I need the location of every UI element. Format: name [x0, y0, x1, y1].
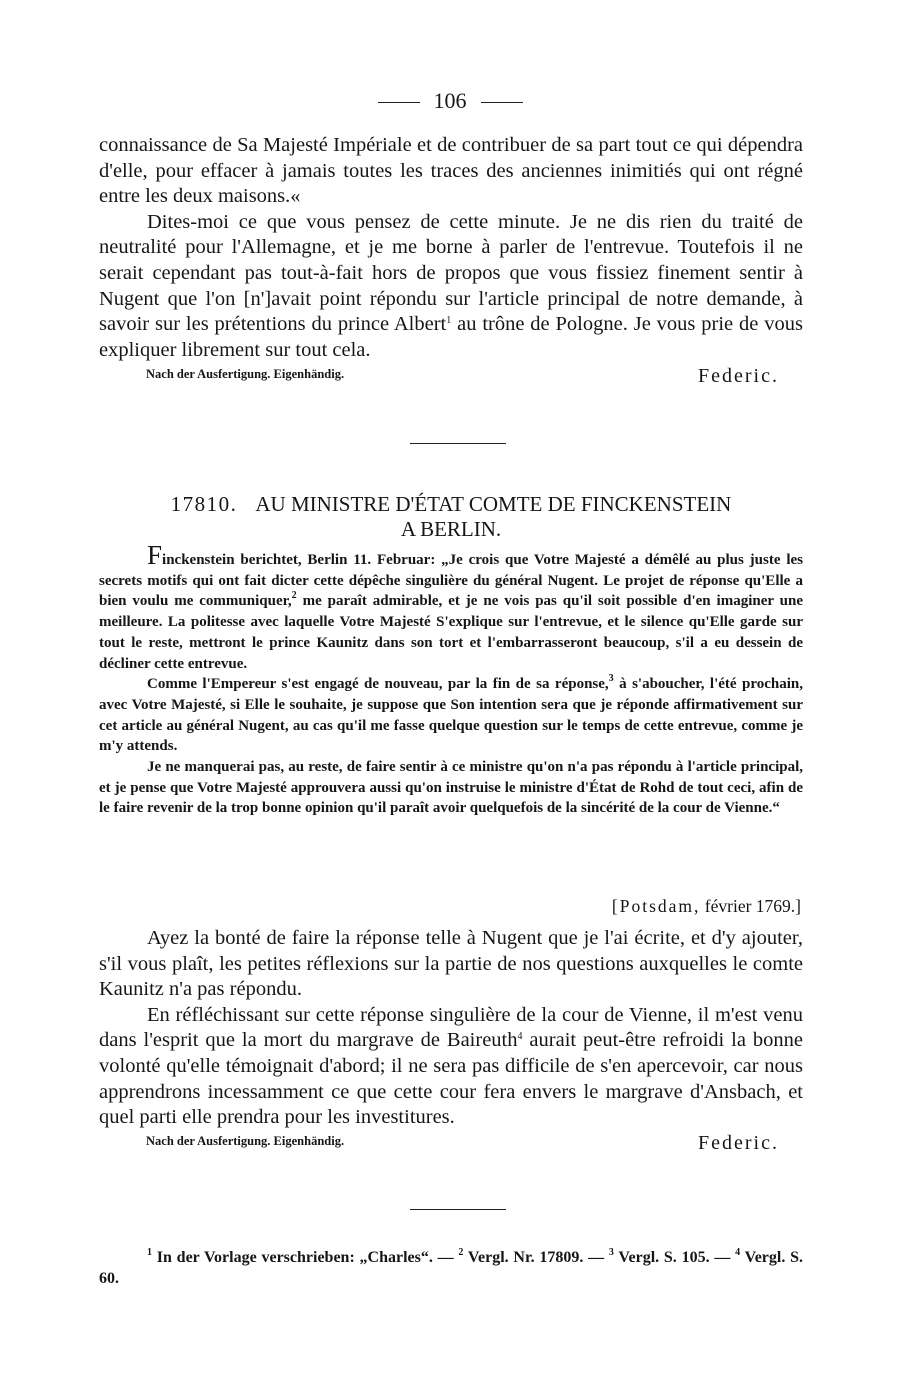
footnote-number: 3: [608, 1247, 614, 1258]
dateline-place: [Potsdam,: [611, 896, 701, 916]
continuation-text: [99, 133, 803, 389]
footnote-number: 2: [458, 1247, 464, 1258]
drop-cap: F: [147, 540, 163, 570]
page-number: 106: [433, 88, 467, 113]
paragraph: connaissance de Sa Majesté Impériale et de contribuer de sa part tout ce qui dépendra d'elle, pour effacer à jamais toutes les traces des anciennes inimitiés qui ont régné entre les deux maisons.«: [99, 134, 803, 208]
paragraph: Finckenstein berichtet, Berlin 11. Februar: „Je crois que Votre Majesté a démêlé au plus juste les secrets motifs qui ont fait dicter cette dépêche singulière du général Nugent. Le projet de réponse qu'Elle a bien voulu me communiquer,$^2$ me paraît admirable, et je ne vois pas qu'il soit possible d'en imaginer une meilleure. La politesse avec laquelle Votre Majesté S'explique sur l'entrevue, et le silence qu'Elle garde sur tout le reste, mettront le prince Kaunitz dans son tort et l'embarrasseront beaucoup, s'il a eu dessein de décliner cette entrevue.: [99, 540, 804, 672]
footnote-ref: 3: [608, 673, 614, 685]
paragraph: Je ne manquerai pas, au reste, de faire sentir à ce ministre qu'on n'a pas répondu à l'article principal, et je pense que Votre Majesté approuvera aussi qu'on instruise le ministre d'État de Rohd de tout ceci, afin de le faire revenir de la trop bonne opinion qu'il paraît avoir quelquefois de la sincérité de la cour de Vienne.“: [99, 759, 803, 817]
header-dash-left: [378, 102, 420, 103]
signature: Federic.: [698, 364, 779, 387]
letter-heading: [99, 492, 803, 542]
source-note: Nach der Ausfertigung. Eigenhändig.: [146, 1134, 345, 1149]
footnote-ref: 1: [446, 315, 452, 327]
signature-line: [99, 363, 803, 389]
letter-title-line2: A BERLIN.: [400, 517, 502, 541]
signature: Federic.: [698, 1132, 779, 1155]
letter-number: 17810.: [170, 492, 238, 516]
footnote-ref: 4: [517, 1031, 523, 1043]
paragraph: Comme l'Empereur s'est engagé de nouveau, par la fin de sa réponse,$^3$ à s'aboucher, l'été prochain, avec Votre Majesté, si Elle le souhaite, je suppose que Son intention sera que je réponde affirmativement sur cet article au général Nugent, au cas qu'il me fasse quelque question sur le temps de cette entrevue, comme je m'y attends.: [99, 673, 803, 755]
page-header: [0, 86, 900, 116]
paragraph: Ayez la bonté de faire la réponse telle à Nugent que je l'ai écrite, et d'y ajouter, s'il vous plaît, les petites réflexions sur la partie de nos questions auxquelles le comte Kaunitz n'a pas répondu.: [99, 927, 803, 1001]
footnote-number: 1: [147, 1247, 152, 1258]
footnote-number: 4: [735, 1247, 741, 1258]
paragraph: Dites-moi ce que vous pensez de cette minute. Je ne dis rien du traité de neutralité pour l'Allemagne, et je me borne à parler de l'entrevue. Toutefois il ne serait cependant pas tout-à-fait hors de propos que vous fissiez finement sentir à Nugent que l'on [n']avait point répondu sur l'article principal de notre demande, à savoir sur les prétentions du prince Albert$^1$ au trône de Pologne. Je vous prie de vous expliquer librement sur tout cela.: [99, 210, 803, 361]
report-excerpt: [99, 540, 804, 819]
letter-body: [99, 926, 803, 1157]
letter-title: AU MINISTRE D'ÉTAT COMTE DE FINCKENSTEIN: [255, 492, 732, 516]
dateline-date: février 1769.]: [700, 896, 801, 916]
signature-line: [99, 1131, 803, 1157]
footnotes: $^1$ In der Vorlage verschrieben: „Charles“. — $^2$ Vergl. Nr. 17809. — $^3$ Vergl. S. 105. — $^4$ Vergl. S. 60.: [99, 1247, 804, 1287]
footnote-ref: 2: [291, 590, 297, 602]
source-note: Nach der Ausfertigung. Eigenhändig.: [146, 366, 345, 381]
dateline: [612, 896, 801, 917]
footnote-divider: [410, 1209, 506, 1210]
header-dash-right: [481, 102, 523, 103]
section-divider: [410, 443, 506, 444]
paragraph: En réfléchissant sur cette réponse singulière de la cour de Vienne, il m'est venu dans l'esprit que la mort du margrave de Baireuth$^4$ aurait peut-être refroidi la bonne volonté qu'elle témoignait d'abord; il ne sera pas difficile de s'en apercevoir, car nous apprendrons incessamment ce que cette cour fera envers le margrave d'Ansbach, et quel parti elle prendra pour les investitures.: [99, 1003, 803, 1129]
